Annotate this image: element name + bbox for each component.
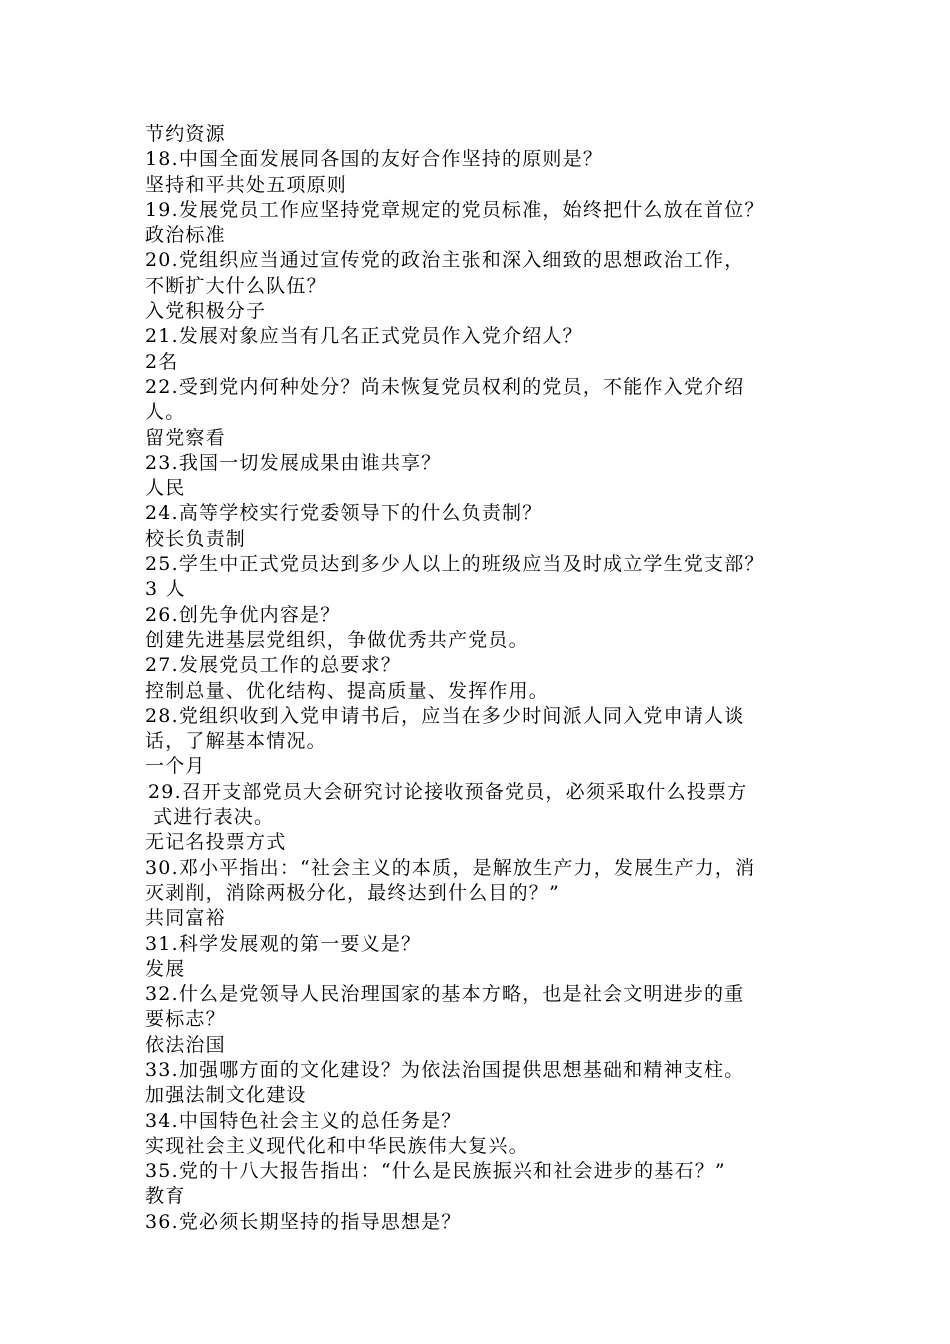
answer-line: 控制总量、优化结构、提高质量、发挥作用。	[145, 679, 550, 702]
question-line: 25.学生中正式党员达到多少人以上的班级应当及时成立学生党支部？	[145, 553, 765, 576]
question-line: 要标志？	[145, 1008, 226, 1031]
answer-line: 教育	[145, 1185, 186, 1208]
question-line: 21.发展对象应当有几名正式党员作入党介绍人？	[145, 325, 583, 348]
answer-line: 实现社会主义现代化和中华民族伟大复兴。	[145, 1134, 529, 1157]
question-line: 20.党组织应当通过宣传党的政治主张和深入细致的思想政治工作，	[145, 249, 745, 272]
question-line: 话，了解基本情况。	[145, 730, 327, 753]
question-line: 18.中国全面发展同各国的友好合作坚持的原则是？	[145, 148, 604, 171]
question-line: 29.召开支部党员大会研究讨论接收预备党员，必须采取什么投票方	[148, 780, 748, 803]
answer-line: 政治标准	[145, 224, 226, 247]
answer-line: 加强法制文化建设	[145, 1084, 307, 1107]
question-line: 24.高等学校实行党委领导下的什么负责制？	[145, 502, 543, 525]
answer-line: 一个月	[145, 755, 206, 778]
question-line: 32.什么是党领导人民治理国家的基本方略，也是社会文明进步的重	[145, 983, 745, 1006]
question-line: 人。	[145, 401, 186, 424]
question-line: 27.发展党员工作的总要求？	[145, 654, 402, 677]
answer-line: 3 人	[145, 578, 186, 601]
question-line: 31.科学发展观的第一要义是？	[145, 932, 422, 955]
question-line: 30.邓小平指出：“社会主义的本质，是解放生产力，发展生产力，消	[145, 856, 756, 879]
answer-line: 入党积极分子	[145, 300, 267, 323]
question-line: 34.中国特色社会主义的总任务是？	[145, 1109, 462, 1132]
answer-line: 留党察看	[145, 426, 226, 449]
answer-line: 人民	[145, 477, 186, 500]
answer-line: 创建先进基层党组织，争做优秀共产党员。	[145, 628, 529, 651]
question-line: 19.发展党员工作应坚持党章规定的党员标准，始终把什么放在首位？	[145, 198, 765, 221]
question-line: 28.党组织收到入党申请书后，应当在多少时间派人同入党申请人谈	[145, 704, 745, 727]
question-line: 22.受到党内何种处分？尚未恢复党员权利的党员，不能作入党介绍	[145, 375, 745, 398]
document-page	[145, 122, 835, 1235]
question-line: 式进行表决。	[153, 806, 275, 829]
answer-line: 共同富裕	[145, 907, 226, 930]
question-line: 36.党必须长期坚持的指导思想是？	[145, 1210, 462, 1233]
answer-line: 坚持和平共处五项原则	[145, 173, 348, 196]
question-line: 不断扩大什么队伍？	[145, 274, 327, 297]
answer-line: 校长负责制	[145, 527, 247, 550]
answer-line: 无记名投票方式	[145, 831, 287, 854]
answer-line: 节约资源	[145, 123, 226, 145]
answer-line: 依法治国	[145, 1033, 226, 1056]
question-line: 33.加强哪方面的文化建设？为依法治国提供思想基础和精神支柱。	[145, 1058, 745, 1081]
question-line: 灭剥削，消除两极分化，最终达到什么目的？”	[145, 881, 560, 904]
question-line: 23.我国一切发展成果由谁共享？	[145, 451, 442, 474]
answer-line: 2名	[145, 350, 179, 373]
question-line: 26.创先争优内容是？	[145, 603, 341, 626]
answer-line: 发展	[145, 957, 186, 980]
question-line: 35.党的十八大报告指出：“什么是民族振兴和社会进步的基石？”	[145, 1160, 726, 1183]
